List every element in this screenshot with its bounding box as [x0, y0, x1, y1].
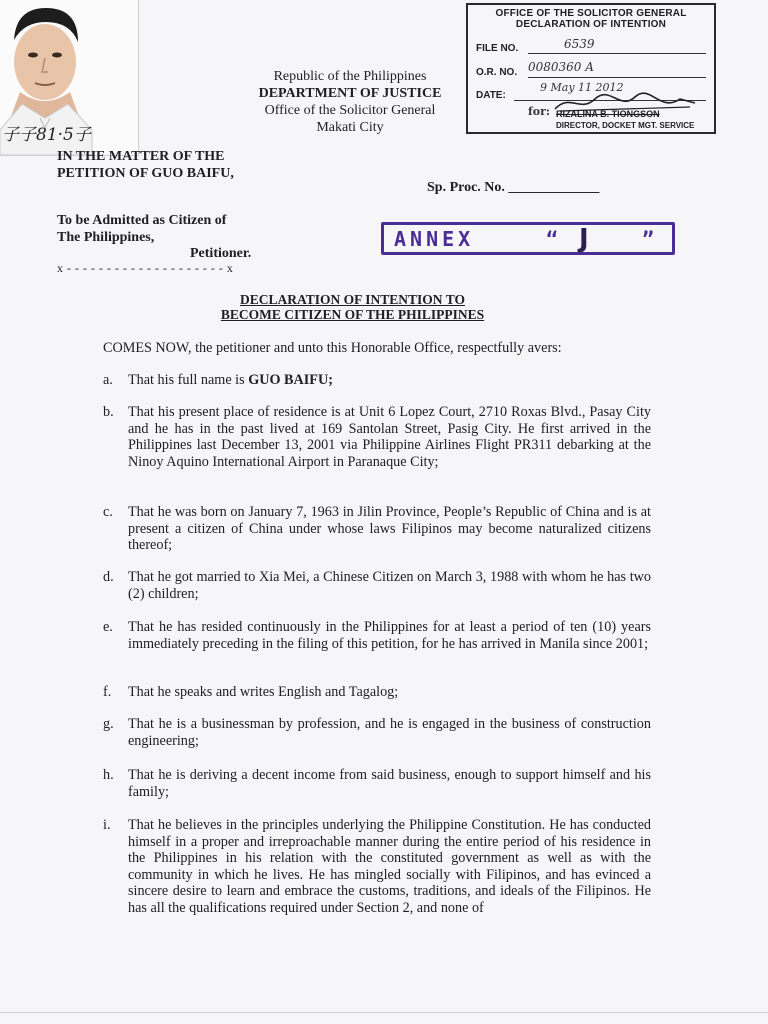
photo-signature: 子子81·5子: [2, 125, 91, 145]
annex-letter: J: [579, 224, 593, 254]
list-item: [103, 569, 651, 602]
intro-paragraph: COMES NOW, the petitioner and unto this Honorable Office, respectfully avers:: [103, 340, 562, 356]
caption-line-2: PETITION OF GUO BAIFU,: [57, 166, 234, 181]
item-text: That he has resided continuously in the Philippines for at least a period of ten (10) years immediately preceding in the filing of this petition, for he has arrived in Manila since 2001;: [128, 619, 651, 652]
list-item: [103, 684, 651, 701]
list-item: [103, 817, 651, 916]
item-label: c.: [103, 504, 113, 520]
caption-matter: [57, 148, 234, 182]
caption-line-3: To be Admitted as Citizen of: [57, 213, 227, 228]
petitioner-name: GUO BAIFU;: [248, 372, 333, 388]
item-label: a.: [103, 372, 113, 388]
item-label: d.: [103, 569, 114, 585]
annex-open-quote: “: [546, 227, 559, 251]
header-office: Office of the Solicitor General: [264, 103, 436, 118]
item-label: e.: [103, 619, 113, 635]
item-label: f.: [103, 684, 112, 700]
item-label: i.: [103, 817, 111, 833]
caption-line-4: The Philippines,: [57, 230, 155, 245]
caption-separator: x - - - - - - - - - - - - - - - - - - - - x: [57, 261, 234, 275]
list-item: [103, 716, 651, 749]
stamp-or-line: [528, 77, 706, 78]
stamp-or-value: 0080360 A: [528, 60, 594, 74]
stamp-file-value: 6539: [564, 37, 595, 51]
receiving-stamp: [466, 3, 716, 134]
item-text: That he got married to Xia Mei, a Chinese Citizen on March 3, 1988 with whom he has two (2) children;: [128, 569, 651, 602]
title-line-2: BECOME CITIZEN OF THE PHILIPPINES: [220, 307, 485, 322]
stamp-date-label: DATE:: [476, 90, 506, 101]
stamp-date-value: 9 May 11 2012: [540, 81, 624, 94]
list-item: [103, 504, 651, 554]
item-text: That his present place of residence is at Unit 6 Lopez Court, 2710 Roxas Blvd., Pasay City and he has in the past lived at 169 Santolan Street, Pasig City. He first arrived in the Philippines last December 13, 2001 via Philippine Airlines Flight PR311 debarking at the Ninoy Aquino International Airport in Paranaque City;: [128, 404, 651, 470]
item-text: That his full name is: [128, 372, 249, 388]
list-item: [103, 619, 651, 652]
annex-close-quote: ”: [642, 227, 655, 251]
annex-word: ANNEX: [394, 227, 475, 251]
header-republic: Republic of the Philippines: [273, 69, 427, 84]
item-text: That he believes in the principles underlying the Philippine Constitution. He has conducted himself in a proper and irreproachable manner during the entire period of his residence in the Philippines in his relation with the constituted government as well as with the community in which he lives. He has mingled socially with Filipinos, and has evinced a sincere desire to learn and embrace the customs, traditions, and ideals of the Filipinos. He has all the qualifications required under Section 2, and none of: [128, 817, 651, 916]
caption-line-1: IN THE MATTER OF THE: [57, 149, 225, 164]
stamp-file-label: FILE NO.: [476, 43, 519, 54]
stamp-office: OFFICE OF THE SOLICITOR GENERAL: [495, 8, 687, 19]
stamp-or-label: O.R. NO.: [476, 67, 518, 78]
stamp-heading: DECLARATION OF INTENTION: [515, 19, 667, 30]
item-text: That he speaks and writes English and Tagalog;: [128, 684, 399, 700]
caption-petitioner: Petitioner.: [190, 246, 252, 261]
title-line-1: DECLARATION OF INTENTION TO: [240, 292, 465, 307]
stamp-for: for:: [528, 105, 550, 118]
stamp-signatory: RIZALINA B. TIONGSON: [556, 109, 660, 119]
caption-purpose: [57, 212, 226, 246]
header-department: DEPARTMENT OF JUSTICE: [258, 86, 442, 101]
sp-proc-number: Sp. Proc. No. _____________: [427, 180, 600, 195]
item-label: g.: [103, 716, 114, 732]
item-label: h.: [103, 767, 114, 783]
page-edge: [0, 1012, 768, 1013]
petitioner-photo: [0, 0, 139, 156]
annex-stamp: [381, 222, 675, 255]
stamp-signatory-role: DIRECTOR, DOCKET MGT. SERVICE: [556, 121, 695, 130]
list-item: [103, 404, 651, 470]
document-title: [180, 292, 525, 322]
item-text: That he is a businessman by profession, and he is engaged in the business of construction engineering;: [128, 716, 651, 749]
list-item: [103, 372, 651, 389]
header-city: Makati City: [316, 120, 384, 135]
stamp-file-line: [528, 53, 706, 54]
item-label: b.: [103, 404, 114, 420]
list-item: [103, 767, 651, 800]
document-header: [230, 68, 470, 136]
item-text: That he was born on January 7, 1963 in Jilin Province, People’s Republic of China and is at present a citizen of China under whose laws Filipinos may become naturalized citizens thereof;: [128, 504, 651, 553]
item-text: That he is deriving a decent income from said business, enough to support himself and his family;: [128, 767, 651, 800]
